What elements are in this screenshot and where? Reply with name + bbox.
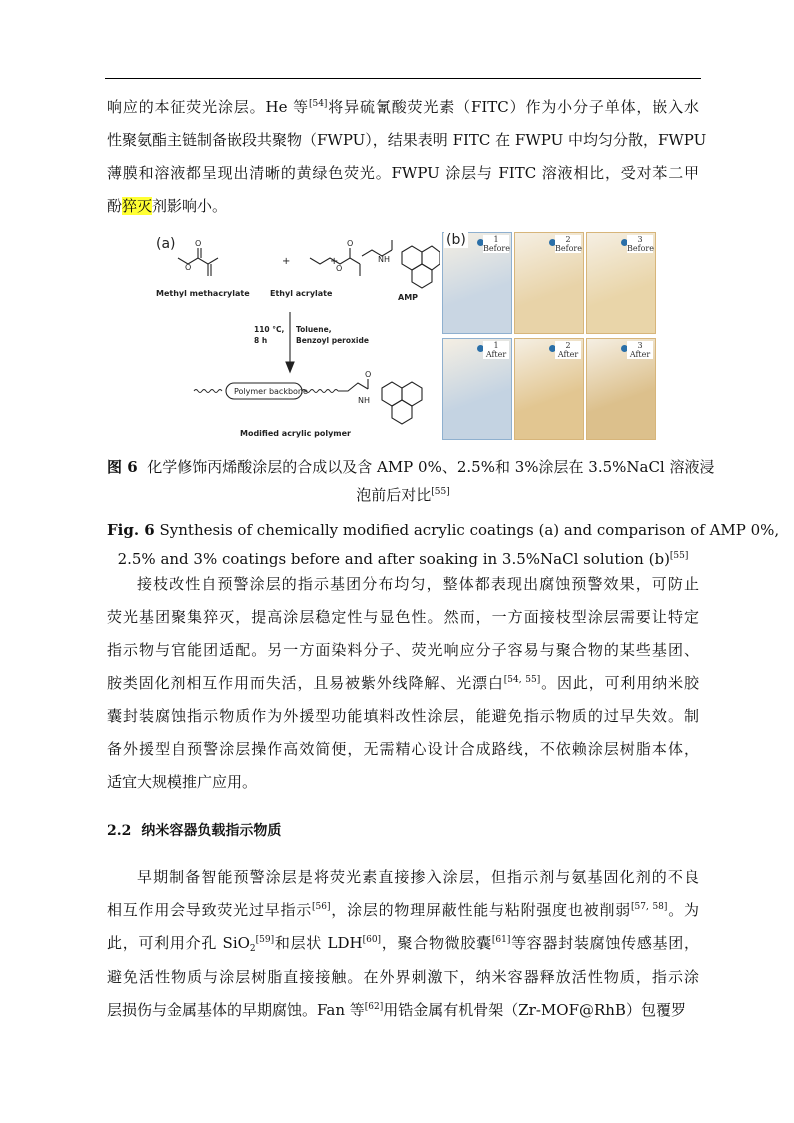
header-rule: [105, 78, 701, 79]
text-run: 指示物与官能团适配。另一方面染料分子、荧光响应分子容易与聚合物的某些基团、: [107, 641, 699, 659]
coating-sample-photo: [442, 338, 512, 440]
sample-state: Before: [483, 244, 510, 253]
section-number: 2.2: [107, 823, 132, 839]
citation: [54, 55]: [503, 675, 541, 685]
text-run: 相互作用会导致荧光过早指示: [107, 901, 313, 919]
figure-6b-coating-photos: [440, 228, 702, 442]
caption-en-line-1: Fig. 6 Synthesis of chemically modified acrylic coatings (a) and comparison of AMP 0%,: [107, 521, 780, 539]
caption-cn-prefix: 图 6: [107, 458, 138, 476]
highlighted-text: 猝灭: [122, 197, 153, 215]
svg-text:Benzoyl peroxide: Benzoyl peroxide: [296, 336, 369, 345]
sample-label: [483, 341, 509, 359]
citation: [61]: [491, 935, 511, 945]
coating-sample-photo: [514, 232, 584, 334]
svg-text:110 °C,: 110 °C,: [254, 325, 285, 334]
citation: [59]: [255, 935, 275, 945]
section-title: 纳米容器负载指示物质: [141, 823, 282, 839]
caption-en-line-2: 2.5% and 3% coatings before and after soaking in 3.5%NaCl solution (b)[55]: [117, 550, 689, 568]
text-run: 备外援型自预警涂层操作高效简便，无需精心设计合成路线，不依赖涂层树脂本体，: [107, 740, 699, 758]
sample-state: Before: [627, 244, 654, 253]
section-heading: [107, 820, 281, 840]
sample-state: After: [557, 350, 579, 359]
reactant-label: Ethyl acrylate: [270, 289, 333, 298]
text-run: ，聚合物微胶囊: [381, 934, 492, 952]
citation: [56]: [312, 902, 331, 912]
coating-sample-photo: [586, 338, 656, 440]
sample-number: 3: [637, 341, 643, 350]
caption-cn-line-2: 泡前后对比[55]: [356, 486, 450, 504]
sample-label: [483, 235, 509, 253]
text-line: [107, 967, 699, 987]
text-run: 和层状 LDH: [274, 934, 363, 952]
svg-text:+: +: [282, 256, 291, 267]
sample-number: 1: [493, 341, 499, 350]
citation: [57, 58]: [631, 902, 668, 912]
text-run: ，涂层的物理屏蔽性能与粘附强度也被削弱: [330, 901, 631, 919]
amp-structure: [362, 240, 440, 288]
text-run: 等容器封装腐蚀传感基团，: [510, 934, 699, 952]
svg-text:O: O: [185, 263, 192, 272]
text-run: 响应的本征荧光涂层。He 等: [107, 98, 309, 116]
subscript: 2: [249, 944, 256, 954]
text-line: [107, 739, 699, 759]
text-run: 早期制备智能预警涂层是将荧光素直接掺入涂层，但指示剂与氨基固化剂的不良: [137, 868, 699, 886]
svg-text:O: O: [336, 264, 343, 273]
text-line: [107, 706, 699, 726]
text-line: [137, 867, 699, 887]
citation: [60]: [362, 935, 382, 945]
sample-label: [627, 341, 653, 359]
text-run: 避免活性物质与涂层树脂直接接触。在外界刺激下，纳米容器释放活性物质，指示涂: [107, 968, 699, 986]
text-run: 接枝改性自预警涂层的指示基团分布均匀，整体都表现出腐蚀预警效果，可防止: [137, 575, 699, 593]
sample-label: [627, 235, 653, 253]
citation: [62]: [364, 1002, 384, 1012]
text-run: 此，可利用介孔 SiO: [107, 934, 250, 952]
text-line: [107, 163, 699, 183]
text-run: 剂影响小。: [152, 197, 228, 215]
mma-structure: [178, 258, 218, 264]
sample-number: 2: [565, 235, 571, 244]
text-run: 。为: [667, 901, 699, 919]
text-line: [137, 574, 699, 594]
sample-number: 2: [565, 341, 571, 350]
text-line: [107, 1000, 699, 1020]
text-run: 。因此，可利用纳米胶: [540, 674, 699, 692]
text-line: [107, 640, 699, 660]
text-run: 荧光基团聚集猝灭，提高涂层稳定性与显色性。然而，一方面接枝型涂层需要让特定: [107, 608, 699, 626]
panel-b-label: (b): [446, 232, 466, 248]
text-line: [107, 900, 699, 920]
svg-text:O: O: [365, 370, 372, 379]
coating-sample-photo: [586, 232, 656, 334]
text-run: 薄膜和溶液都呈现出清晰的黄绿色荧光。FWPU 涂层与 FITC 溶液相比，受对苯二甲: [107, 164, 699, 182]
text-run: 胺类固化剂相互作用而失活，且易被紫外线降解、光漂白: [107, 674, 504, 692]
citation: [55]: [431, 487, 450, 497]
text-line: [107, 933, 699, 953]
figure-6a-synthesis-scheme: [150, 228, 440, 442]
svg-text:Toluene,: Toluene,: [296, 325, 332, 334]
svg-text:8 h: 8 h: [254, 336, 268, 345]
coating-sample-photo: [514, 338, 584, 440]
svg-text:NH: NH: [358, 396, 370, 405]
sample-state: Before: [555, 244, 582, 253]
caption-cn-line-1: 图 6 化学修饰丙烯酸涂层的合成以及含 AMP 0%、2.5%和 3%涂层在 3.5%NaCl 溶液浸: [107, 458, 715, 476]
citation: [55]: [669, 551, 689, 561]
product-label: Modified acrylic polymer: [240, 429, 351, 438]
text-run: 性聚氨酯主链制备嵌段共聚物（FWPU），结果表明 FITC 在 FWPU 中均匀分散，FWPU: [107, 131, 707, 149]
reactant-label: AMP: [398, 293, 419, 302]
text-run: 层损伤与金属基体的早期腐蚀。Fan 等: [107, 1001, 365, 1019]
text-line: [107, 607, 699, 627]
sample-number: 1: [493, 235, 499, 244]
text-line: [107, 673, 699, 693]
caption-en-prefix: Fig. 6: [107, 521, 155, 539]
sample-label: [555, 235, 581, 253]
svg-text:+: +: [330, 256, 339, 267]
text-run: 适宜大规模推广应用。: [107, 773, 258, 791]
citation: [54]: [308, 99, 328, 109]
panel-a-label: (a): [156, 236, 176, 252]
svg-text:Polymer backbone: Polymer backbone: [234, 387, 308, 396]
svg-text:NH: NH: [378, 255, 390, 264]
sample-number: 3: [637, 235, 643, 244]
text-line: [107, 130, 707, 150]
reactant-label: Methyl methacrylate: [156, 289, 250, 298]
text-run: 将异硫氰酸荧光素（FITC）作为小分子单体，嵌入水: [327, 98, 699, 116]
text-line: [107, 97, 699, 117]
sample-state: After: [485, 350, 507, 359]
svg-text:O: O: [195, 239, 202, 248]
sample-label: [555, 341, 581, 359]
svg-text:O: O: [347, 239, 354, 248]
text-line: [107, 196, 699, 216]
text-run: 用锆金属有机骨架（Zr-MOF@RhB）包覆罗: [383, 1001, 686, 1019]
text-run: 囊封装腐蚀指示物质作为外援型功能填料改性涂层，能避免指示物质的过早失效。制: [107, 707, 699, 725]
text-run: 酚: [107, 197, 123, 215]
sample-state: After: [629, 350, 651, 359]
text-line: [107, 772, 699, 792]
